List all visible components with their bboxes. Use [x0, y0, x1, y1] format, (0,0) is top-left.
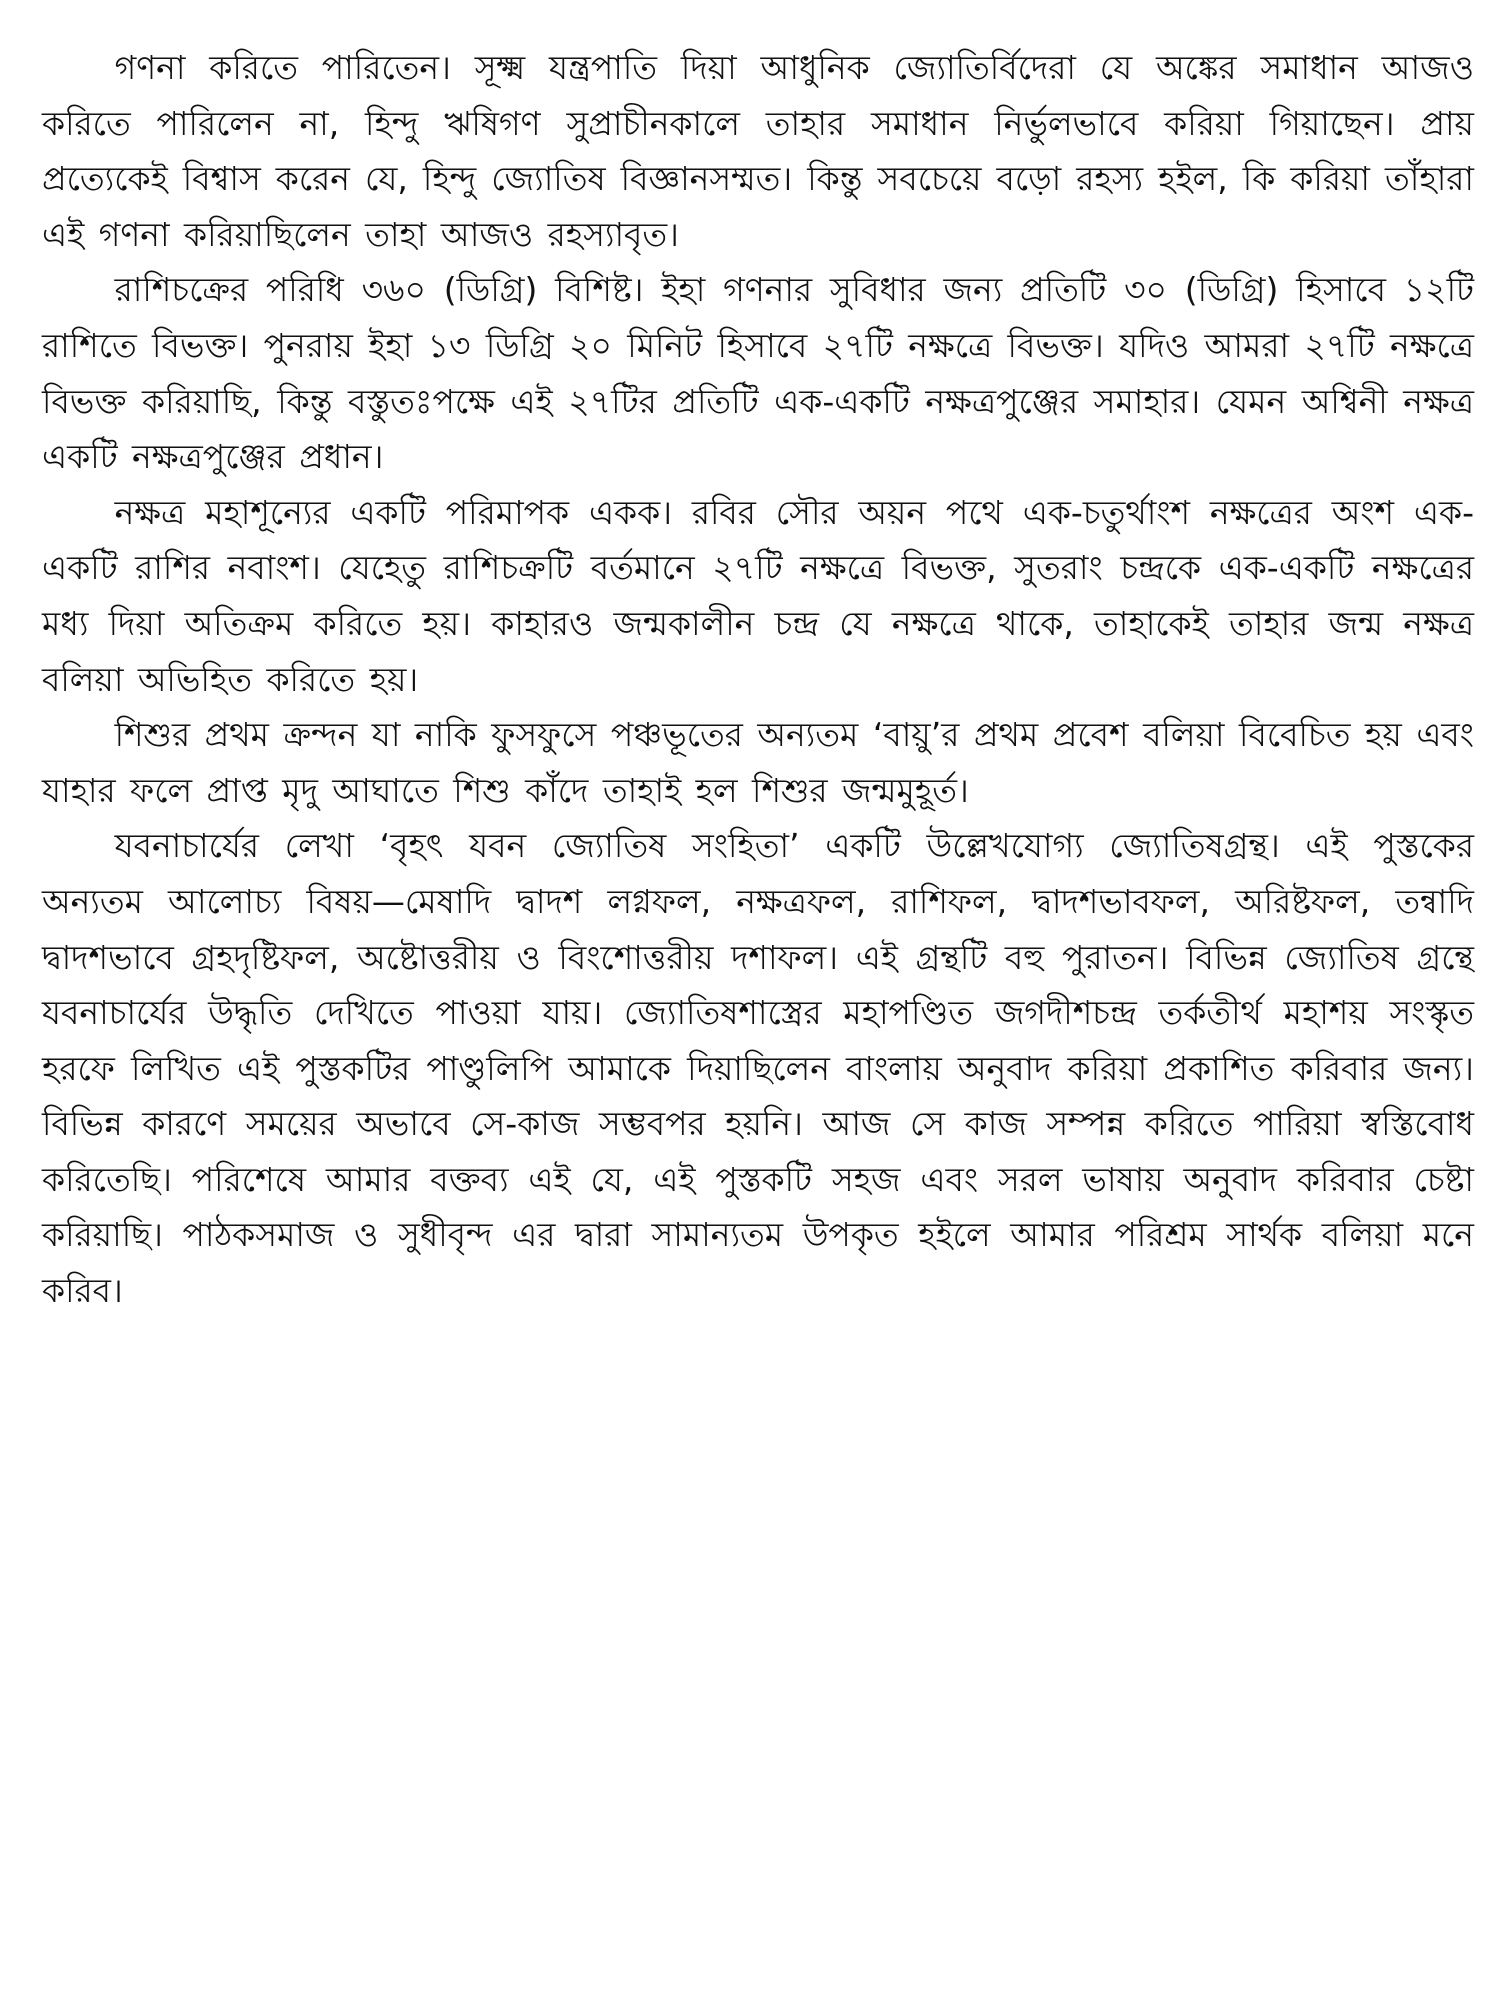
- paragraph-yavanacharya: যবনাচার্যের লেখা ‘বৃহৎ যবন জ্যোতিষ সংহিতা’ একটি উল্লেখযোগ্য জ্যোতিষগ্রন্থ। এই পুস্তকের অন্যতম আলোচ্য বিষয়—মেষাদি দ্বাদশ লগ্নফল, নক্ষত্রফল, রাশিফল, দ্বাদশভাবফল, অরিষ্টফল, তন্বাদি দ্বাদশভাবে গ্রহদৃষ্টিফল, অষ্টোত্তরীয় ও বিংশোত্তরীয় দশাফল। এই গ্রন্থটি বহু পুরাতন। বিভিন্ন জ্যোতিষ গ্রন্থে যবনাচার্যের উদ্ধৃতি দেখিতে পাওয়া যায়। জ্যোতিষশাস্ত্রের মহাপণ্ডিত জগদীশচন্দ্র তর্কতীর্থ মহাশয় সংস্কৃত হরফে লিখিত এই পুস্তকটির পাণ্ডুলিপি আমাকে দিয়াছিলেন বাংলায় অনুবাদ করিয়া প্রকাশিত করিবার জন্য। বিভিন্ন কারণে সময়ের অভাবে সে-কাজ সম্ভবপর হয়নি। আজ সে কাজ সম্পন্ন করিতে পারিয়া স্বস্তিবোধ করিতেছি। পরিশেষে আমার বক্তব্য এই যে, এই পুস্তকটি সহজ এবং সরল ভাষায় অনুবাদ করিবার চেষ্টা করিয়াছি। পাঠকসমাজ ও সুধীবৃন্দ এর দ্বারা সামান্যতম উপকৃত হইলে আমার পরিশ্রম সার্থক বলিয়া মনে করিব।: [42, 826, 1474, 1311]
- paragraph-calculation: গণনা করিতে পারিতেন। সূক্ষ্ম যন্ত্রপাতি দিয়া আধুনিক জ্যোতির্বিদেরা যে অঙ্কের সমাধান আজও করিতে পারিলেন না, হিন্দু ঋষিগণ সুপ্রাচীনকালে তাহার সমাধান নির্ভুলভাবে করিয়া গিয়াছেন। প্রায় প্রত্যেকেই বিশ্বাস করেন যে, হিন্দু জ্যোতিষ বিজ্ঞানসম্মত। কিন্তু সবচেয়ে বড়ো রহস্য হইল, কি করিয়া তাঁহারা এই গণনা করিয়াছিলেন তাহা আজও রহস্যাবৃত।: [42, 48, 1474, 254]
- book-page: [42, 40, 1474, 1319]
- paragraph-nakshatra: নক্ষত্র মহাশূন্যের একটি পরিমাপক একক। রবির সৌর অয়ন পথে এক-চতুর্থাংশ নক্ষত্রের অংশ এক-একটি রাশির নবাংশ। যেহেতু রাশিচক্রটি বর্তমানে ২৭টি নক্ষত্রে বিভক্ত, সুতরাং চন্দ্রকে এক-একটি নক্ষত্রের মধ্য দিয়া অতিক্রম করিতে হয়। কাহারও জন্মকালীন চন্দ্র যে নক্ষত্রে থাকে, তাহাকেই তাহার জন্ম নক্ষত্র বলিয়া অভিহিত করিতে হয়।: [42, 492, 1474, 699]
- paragraph-zodiac: রাশিচক্রের পরিধি ৩৬০ (ডিগ্রি) বিশিষ্ট। ইহা গণনার সুবিধার জন্য প্রতিটি ৩০ (ডিগ্রি) হিসাবে ১২টি রাশিতে বিভক্ত। পুনরায় ইহা ১৩ ডিগ্রি ২০ মিনিট হিসাবে ২৭টি নক্ষত্রে বিভক্ত। যদিও আমরা ২৭টি নক্ষত্রে বিভক্ত করিয়াছি, কিন্তু বস্তুতঃপক্ষে এই ২৭টির প্রতিটি এক-একটি নক্ষত্রপুঞ্জের সমাহার। যেমন অশ্বিনী নক্ষত্র একটি নক্ষত্রপুঞ্জের প্রধান।: [42, 270, 1474, 477]
- paragraph-birth-moment: শিশুর প্রথম ক্রন্দন যা নাকি ফুসফুসে পঞ্চভূতের অন্যতম ‘বায়ু’র প্রথম প্রবেশ বলিয়া বিবেচিত হয় এবং যাহার ফলে প্রাপ্ত মৃদু আঘাতে শিশু কাঁদে তাহাই হল শিশুর জন্মমুহূর্ত।: [42, 715, 1474, 810]
